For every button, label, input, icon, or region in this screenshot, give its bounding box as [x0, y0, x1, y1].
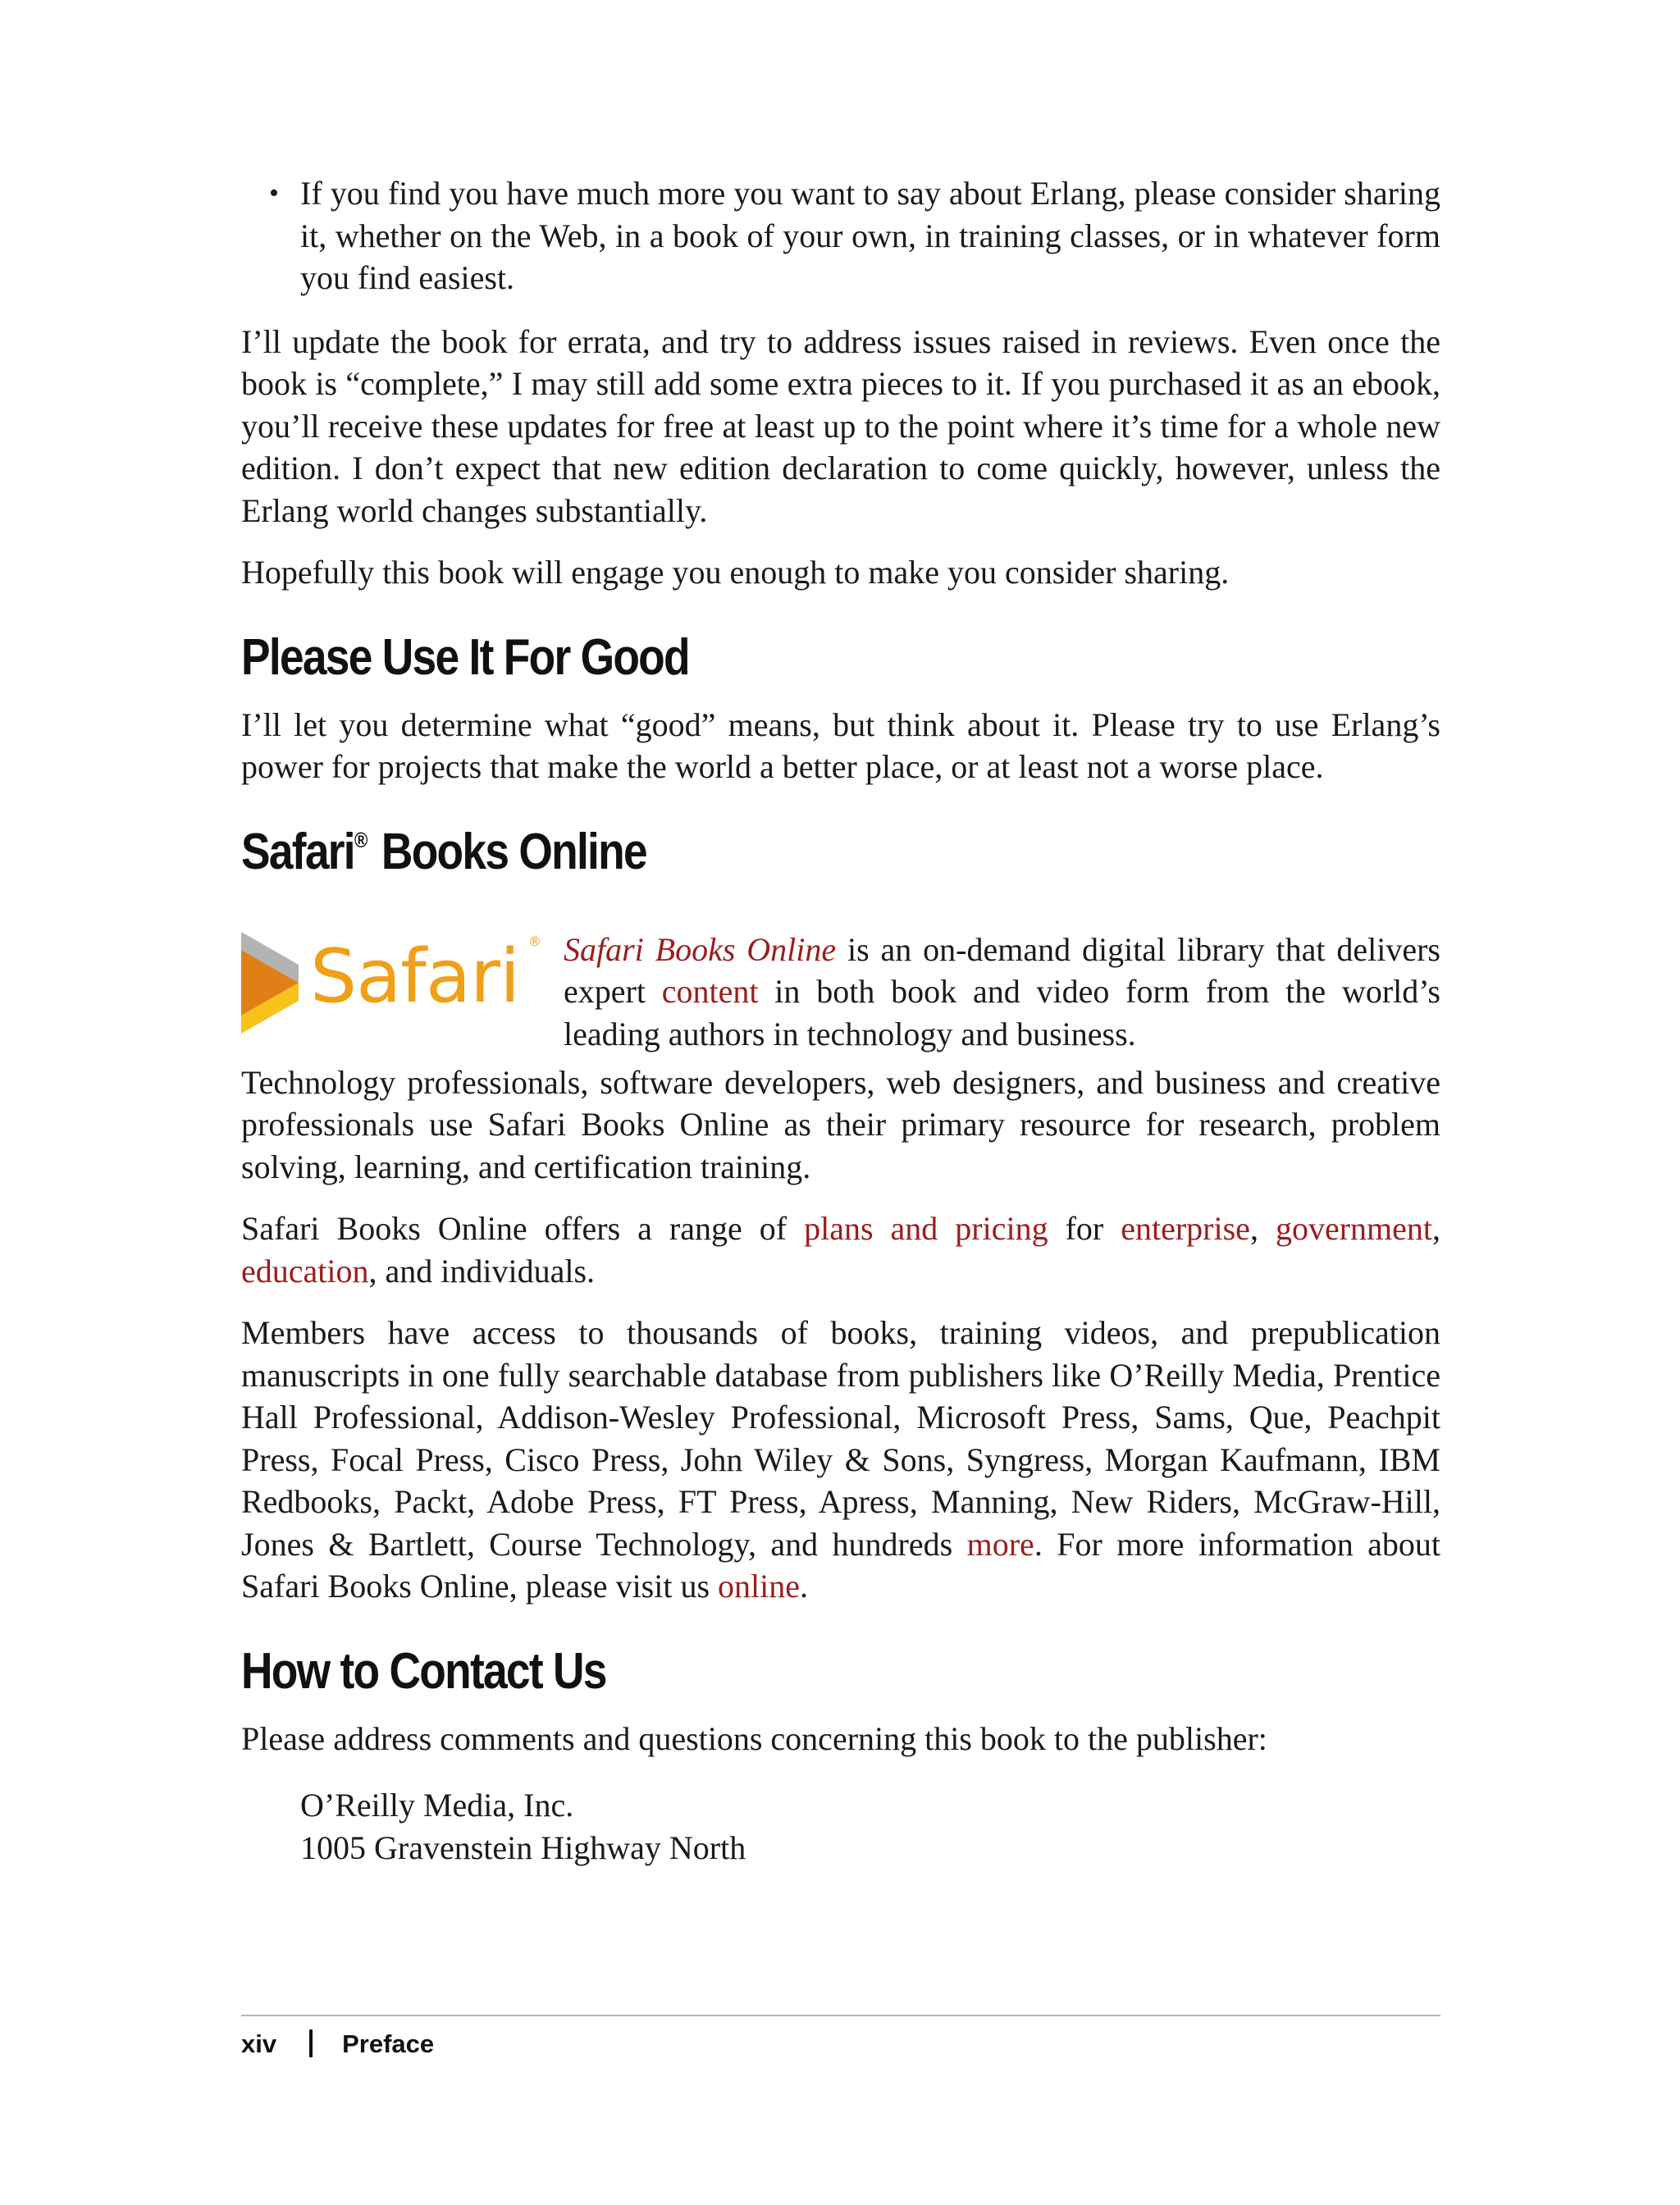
members-text-2: . For more information about Safari Books Online, please visit us	[241, 1525, 1440, 1605]
registered-mark: ®	[354, 827, 367, 852]
page-content	[241, 172, 1440, 1869]
publisher-address	[241, 1784, 1440, 1869]
safari-intro-text	[564, 929, 1440, 1056]
paragraph-good: I’ll let you determine what “good” means, but think about it. Please try to use Erlang’s power for projects that make the world a better place, or at least not a worse place.	[241, 705, 1440, 785]
address-line: 1005 Gravenstein Highway North	[300, 1828, 746, 1866]
paragraph-contact: Please address comments and questions concerning this book to the publisher:	[241, 1719, 1267, 1757]
heading-safari-rest: Books Online	[370, 823, 646, 880]
page-footer	[241, 2015, 1440, 2059]
heading-use-it-for-good: Please Use It For Good	[241, 628, 689, 686]
link-more[interactable]: more	[966, 1525, 1034, 1563]
link-safari-books-online[interactable]: Safari Books Online	[564, 930, 837, 968]
safari-logo-registered: ®	[528, 933, 541, 949]
safari-wordmark: Safari	[310, 933, 520, 1020]
bullet-list	[241, 172, 1440, 299]
paragraph-offers	[241, 1208, 1440, 1292]
link-online[interactable]: online	[718, 1568, 801, 1605]
heading-how-to-contact-us: How to Contact Us	[241, 1642, 606, 1700]
members-text-3: .	[800, 1568, 809, 1605]
paragraph-hopefully: Hopefully this book will engage you enough to make you consider sharing.	[241, 554, 1230, 591]
paragraph-professionals: Technology professionals, software developers, web designers, and business and creative professionals use Safari Books Online as their primary resource for research, problem solving, learning, and certification training.	[241, 1063, 1440, 1185]
bullet-item	[269, 172, 1440, 299]
safari-logo	[241, 929, 545, 1035]
bullet-text: If you find you have much more you want to say about Erlang, please consider sharing it, whether on the Web, in a book of your own, in training classes, or in whatever form you find easiest.	[300, 175, 1440, 296]
link-education[interactable]: education	[241, 1252, 369, 1290]
footer-text	[241, 2029, 1440, 2059]
intro-text-2: in both book and video form from the world’s leading authors in technology and business.	[564, 973, 1440, 1052]
page-number: xiv	[241, 2029, 277, 2058]
address-line: O’Reilly Media, Inc.	[300, 1787, 574, 1824]
link-enterprise[interactable]: enterprise	[1121, 1210, 1250, 1247]
footer-rule	[241, 2015, 1440, 2016]
link-content[interactable]: content	[661, 973, 759, 1010]
link-plans-and-pricing[interactable]: plans and pricing	[804, 1210, 1048, 1247]
footer-section-name: Preface	[342, 2029, 435, 2058]
members-text-1: Members have access to thousands of books, training videos, and prepublication manuscripts in one fully searchable database from publishers like O’Reilly Media, Prentice Hall Professional, Addison-Wesley Professional, Microsoft Press, Sams, Que, Peachpit Press, Focal Press, Cisco Press, John Wiley & Sons, Syngress, Morgan Kaufmann, IBM Redbooks, Packt, Adobe Press, FT Press, Apress, Manning, New Riders, McGraw-Hill, Jones & Bartlett, Course Technology, and hundreds	[241, 1314, 1440, 1563]
link-government[interactable]: government	[1275, 1210, 1432, 1247]
safari-chevron-icon	[241, 932, 299, 1034]
safari-intro-block	[241, 929, 1440, 1061]
offers-text-3: , and individuals.	[368, 1252, 596, 1290]
intro-text-1: is an on-demand digital library that delivers expert	[564, 930, 1440, 1010]
heading-safari-word: Safari	[241, 823, 354, 880]
bullet-marker: •	[269, 178, 279, 208]
offers-sep-2: ,	[1432, 1210, 1440, 1247]
paragraph-members	[241, 1312, 1440, 1608]
offers-sep-1: ,	[1249, 1210, 1276, 1247]
offers-text-2: for	[1048, 1210, 1121, 1247]
paragraph-updates: I’ll update the book for errata, and try to address issues raised in reviews. Even once the book is “complete,” I may still add some extra pieces to it. If you purchased it as an ebook, you’ll receive these updates for free at least up to the point where it’s time for a whole new edition. I don’t expect that new edition declaration to come quickly, however, unless the Erlang world changes substantially.	[241, 322, 1440, 529]
offers-text-1: Safari Books Online offers a range of	[241, 1210, 805, 1247]
footer-separator	[309, 2029, 313, 2057]
heading-safari-books-online	[241, 821, 1272, 892]
